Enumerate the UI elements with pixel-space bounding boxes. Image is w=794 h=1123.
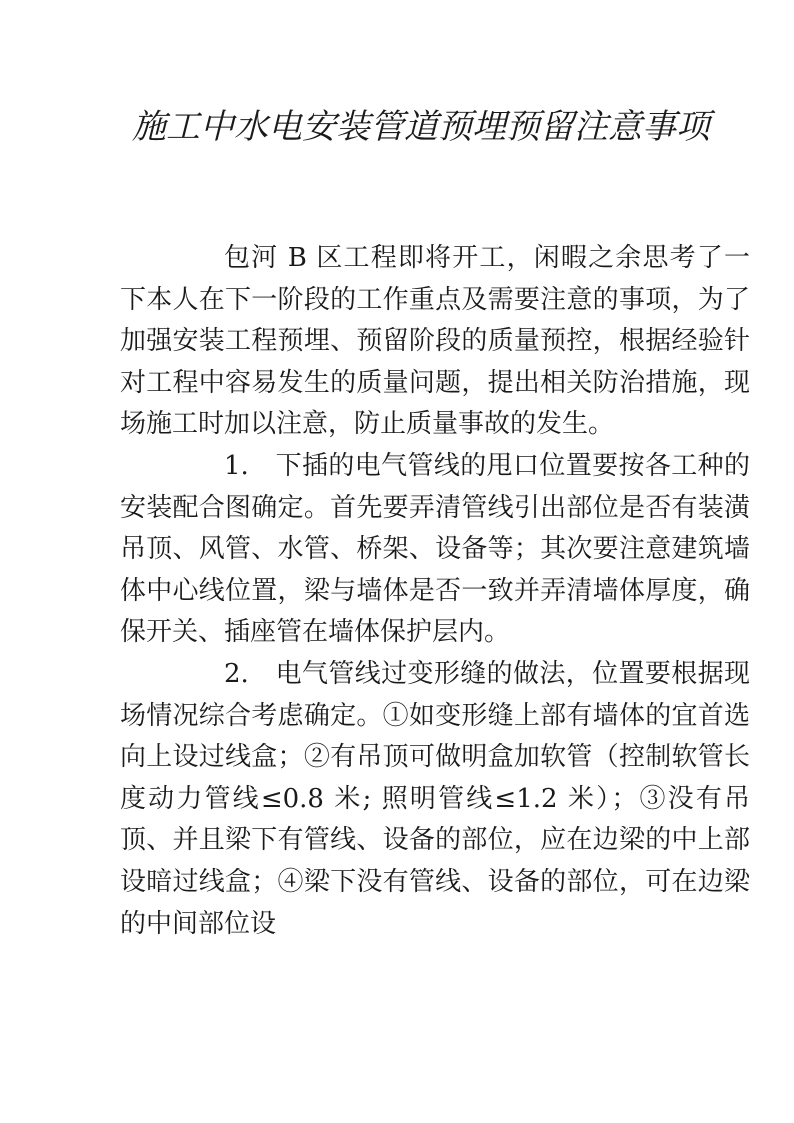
document-title: 施工中水电安装管道预埋预留注意事项 bbox=[132, 107, 710, 147]
intro-paragraph: 包河 B 区工程即将开工，闲暇之余思考了一下本人在下一阶段的工作重点及需要注意的事项，为了加强安装工程预埋、预留阶段的质量预控，根据经验针对工程中容易发生的质量问题，提出相关防治措施，现场施工时加以注意，防止质量事故的发生。 bbox=[120, 243, 750, 440]
item-2-paragraph: 2. 电气管线过变形缝的做法，位置要根据现场情况综合考虑确定。①如变形缝上部有墙体的宜首选向上设过线盒；②有吊顶可做明盒加软管（控制软管长度动力管线≤0.8 米; 照明管线≤1.2 米）；③没有吊顶、并且梁下有管线、设备的部位，应在边梁的中上部设暗过线盒；④梁下没有管线、设备的部位，可在边梁的中间部位设 bbox=[120, 658, 750, 939]
document-body bbox=[120, 238, 750, 945]
item-1-paragraph: 1. 下插的电气管线的甩口位置要按各工种的安装配合图确定。首先要弄清管线引出部位是否有装潢吊顶、风管、水管、桥架、设备等；其次要注意建筑墙体中心线位置，梁与墙体是否一致并弄清墙体厚度，确保开关、插座管在墙体保护层内。 bbox=[120, 450, 750, 648]
